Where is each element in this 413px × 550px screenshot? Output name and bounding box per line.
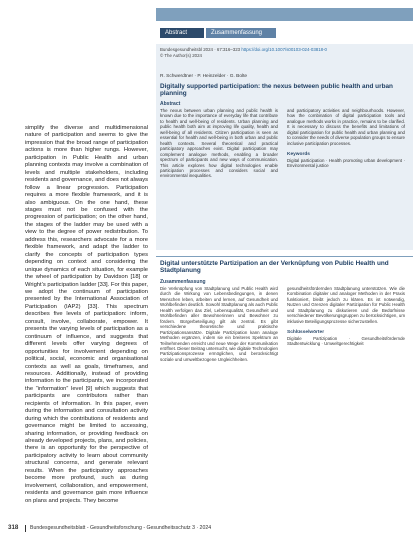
- abstract-de-text-1: Die Verknüpfung von Stadtplanung und Public Health wird durch die Wirkung von Lebensbedingungen, in denen Menschen leben, arbeiten und lernen, auf Gesundheit und Wohlbefinden deutlich. Sowohl Stadtplanung als auch Public Health verfolgen das Ziel, Lebensqualität, Gesundheit und Wohlbefinden aller Bewohnerinnen und Bewohner zu fördern. Bürgerbeteiligung gilt als zentral. Es gibt verschiedene theoretische und praktische Partizipationsansätze. Digitale Partizipation kann analoge Methoden ergänzen, indem sie ein breiteres Spektrum an Teilnehmenden erreicht und neue Wege der Kommunikation eröffnet. Dieser Beitrag untersucht, wie digitale Technologien Partizipationsprozesse ermöglichen, und berücksichtigt soziale und umweltbezogene Ungleichheiten.: [160, 286, 278, 362]
- header-band: [156, 8, 413, 21]
- section-divider: [156, 256, 413, 257]
- citation-line: [160, 47, 405, 52]
- doi-link[interactable]: https://doi.org/10.1007/s00103-024-03818-0: [241, 47, 327, 52]
- tab-zusammenfassung: Zusammenfassung: [206, 28, 276, 38]
- left-column-paragraph: simplify the diverse and multidimensional nature of participation and seems to give the impression that the broad range of participation actions is more than higher rungs. However, participation in Public Health and urban planning contexts may involve a combination of levels and multiple stakeholders, including residents and governance, and does not always follow a linear progression. Participation requires a more flexible framework, and it is also ambiguous. On the one hand, these stages must not be confused with the progression of participation; on the other hand, the stages of the ladder may be used with a view to the degree of power redistribution. To address this, researchers advocate for a more flexible framework, and adapt the ladder to clarify the concepts of participation types depending on context and considering the unique dynamics of each situation, for example the wheel of participation by Davidson [18] or Wright’s participation ladder [33]. For this paper, we adopt the continuum of participation presented by the International Association of Participation (IAP2) [33]. This spectrum describes five levels of participation: inform, consult, involve, collaborate, empower. It presents the varying levels of participation as a continuum of influence, and suggests that different levels offer varying degrees of opportunities for involvement depending on political, social, economic and organisational contexts as well as goals, timeframes, and resources. Additionally, instead of providing information to the participants, we incorporated the “information” level [9] which suggests that participants are contributors rather than recipients of information. In this paper, even during the information and consultation activity during which the contributions of residents and governance might be limited to accessing, sharing information, or providing feedback on already developed projects, plans, and policies, there is an opportunity for the perspective of participatory activity to learn about community structural concerns, and generate relevant results. When the participatory approaches become more profound, such as during involvement, collaboration, and empowerment, residents and governance gain more influence on plans and projects. They become: [25, 125, 148, 504]
- abstract-en-column-2: [287, 108, 405, 243]
- citation: Bundesgesundheitsbl 2024 · 67:316–323: [160, 47, 241, 52]
- abstract-en-text-1: The nexus between urban planning and public health is known due to the importance of everyday life that contribute to health and well-being of residents. Urban planning and public health both aim at improving life quality, health and well-being of all residents. Citizen participation is seen as essential for health and well-being in both urban and public health contexts. Several theoretical and practical participatory approaches exist. Digital participation may complement analogue methods, enabling a broader spectrum of participants and new ways of communication. This article explores how digital technologies enable participation processes and considers social and environmental inequalities.: [160, 108, 278, 179]
- abstract-de-text-2: gesundheitsfördernden Stadtplanung unterstützen. Wie die Kombination digitaler und analoger Methoden in der Praxis funktioniert, bleibt jedoch zu klären. Es ist notwendig, Nutzen und Grenzen digitaler Partizipation für Public Health und Stadtplanung zu diskutieren und die Bedürfnisse verschiedener Bevölkerungsgruppen zu berücksichtigen, um inklusive Beteiligungsprozesse sicherzustellen.: [287, 286, 405, 324]
- tab-abstract: Abstract: [160, 28, 204, 38]
- keywords: Digital participation · Health promoting urban development · Environmental justice: [287, 157, 405, 169]
- abstract-de-column-1: [160, 286, 278, 466]
- abstract-de-column-2: [287, 286, 405, 466]
- abstract-heading: Abstract: [160, 101, 181, 107]
- abstract-en-text-2: and participatory activities and neighbourhoods. However, how the combination of digital participation tools and analogue methods works in practice, remains to be clarified. It is necessary to discuss the benefits and limitations of digital participation for public health and urban planning and to consider the needs of diverse population groups to ensure inclusive participation processes.: [287, 108, 405, 146]
- page-footer: [0, 522, 413, 534]
- schluesselwoerter-heading: Schlüsselwörter: [287, 330, 325, 336]
- page-number: 318: [8, 524, 19, 531]
- zusammenfassung-heading: Zusammenfassung: [160, 279, 206, 285]
- copyright-line: © The Author(s) 2024: [160, 53, 202, 58]
- abstract-en-column-1: [160, 108, 278, 243]
- footer-divider: [25, 525, 26, 532]
- schluesselwoerter: Digitale Partizipation · Gesundheitsfördernde Stadtentwicklung · Umweltgerechtigkeit: [287, 335, 405, 347]
- left-column-text: [25, 125, 148, 522]
- journal-name: Bundesgesundheitsblatt - Gesundheitsforschung - Gesundheitsschutz 3 · 2024: [30, 525, 212, 531]
- keywords-heading: Keywords: [287, 152, 310, 158]
- authors: R. Schwerdtner · P. Heinzelder · G. Bolte: [160, 74, 248, 79]
- german-title: Digital unterstützte Partizipation an der Verknüpfung von Public Health und Stadtplanung: [160, 260, 389, 275]
- english-title: Digitally supported participation: the nexus between public health and urban planning: [160, 83, 393, 98]
